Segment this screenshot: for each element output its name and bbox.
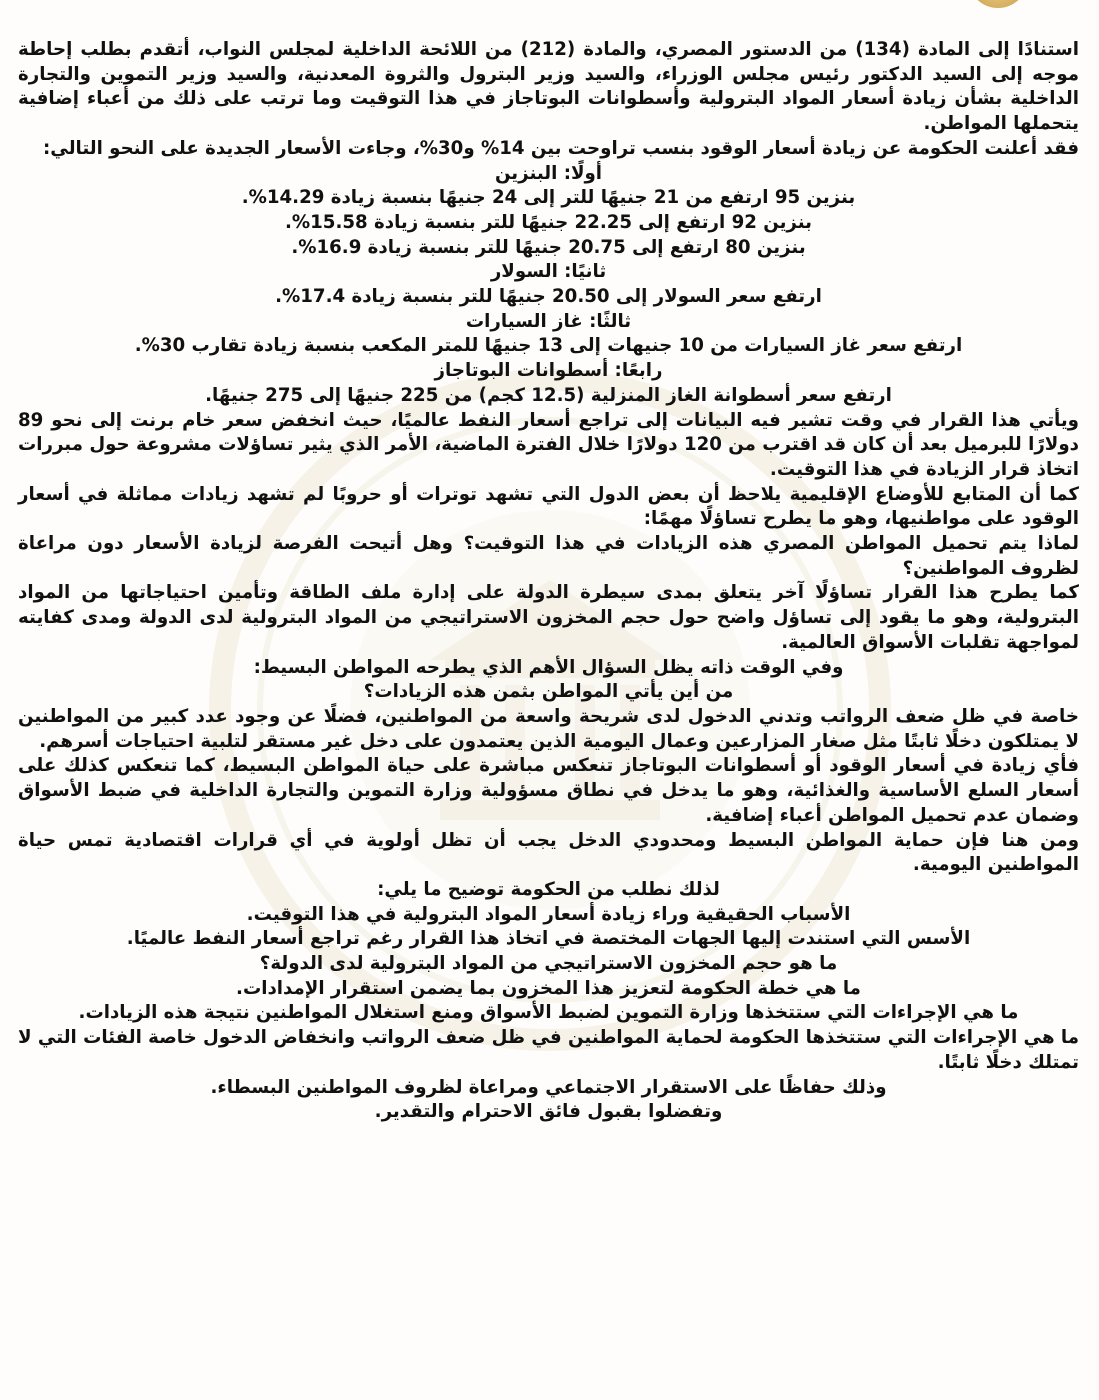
paragraph: أولًا: البنزين xyxy=(494,162,603,184)
paragraph: لذلك نطلب من الحكومة توضيح ما يلي: xyxy=(377,878,720,900)
document-body xyxy=(18,38,1079,1125)
paragraph: ارتفع سعر السولار إلى 20.50 جنيهًا للتر بنسبة زيادة 17.4%. xyxy=(275,286,822,308)
paragraph: بنزين 80 ارتفع إلى 20.75 جنيهًا للتر بنسبة زيادة 16.9%. xyxy=(291,236,806,258)
paragraph: خاصة في ظل ضعف الرواتب وتدني الدخول لدى شريحة واسعة من المواطنين، فضلًا عن وجود عدد كبير من المواطنين لا يمتلكون دخلًا ثابتًا مثل صغار المزارعين وعمال اليومية الذين يعتمدون على دخل غير مستقر لتلبية احتياجات أسرهم. xyxy=(18,705,1079,752)
paragraph: وفي الوقت ذاته يظل السؤال الأهم الذي يطرحه المواطن البسيط: xyxy=(253,656,844,678)
paragraph: ما هي الإجراءات التي ستتخذها وزارة التموين لضبط الأسواق ومنع استغلال المواطنين نتيجة هذه الزيادات. xyxy=(78,1002,1019,1024)
paragraph: بنزين 95 ارتفع من 21 جنيهًا للتر إلى 24 جنيهًا بنسبة زيادة 14.29%. xyxy=(241,187,856,209)
logo-emblem xyxy=(968,0,1028,8)
paragraph: من أين يأتي المواطن بثمن هذه الزيادات؟ xyxy=(363,681,734,703)
paragraph: ما هو حجم المخزون الاستراتيجي من المواد البترولية لدى الدولة؟ xyxy=(259,953,838,975)
paragraph: ومن هنا فإن حماية المواطن البسيط ومحدودي الدخل يجب أن تظل أولوية في أي قرارات اقتصادية تمس حياة المواطنين اليومية. xyxy=(18,829,1079,876)
paragraph: بنزين 92 ارتفع إلى 22.25 جنيهًا للتر بنسبة زيادة 15.58%. xyxy=(285,211,812,233)
paragraph: وذلك حفاظًا على الاستقرار الاجتماعي ومراعاة لظروف المواطنين البسطاء. xyxy=(210,1076,887,1098)
paragraph: ويأتي هذا القرار في وقت تشير فيه البيانات إلى تراجع أسعار النفط عالميًا، حيث انخفض سعر خام برنت إلى نحو 89 دولارًا للبرميل بعد أن كان قد اقترب من 120 دولارًا خلال الفترة الماضية، الأمر الذي يثير تساؤلات مشروعة حول مبررات اتخاذ قرار الزيادة في هذا التوقيت. xyxy=(18,409,1079,480)
paragraph: فأي زيادة في أسعار الوقود أو أسطوانات البوتاجاز تنعكس مباشرة على حياة المواطن البسيط، كما تنعكس كذلك على أسعار السلع الأساسية والغذائية، وهو ما يدخل في نطاق مسؤولية وزارة التموين والتجارة الداخلية في ضبط الأسواق وضمان عدم تحميل المواطن أعباء إضافية. xyxy=(18,755,1079,826)
paragraph: الأسس التي استندت إليها الجهات المختصة في اتخاذ هذا القرار رغم تراجع أسعار النفط عالميًا. xyxy=(126,928,971,950)
paragraph: فقد أعلنت الحكومة عن زيادة أسعار الوقود بنسب تراوحت بين 14% و30%، وجاءت الأسعار الجديدة على النحو التالي: xyxy=(43,137,1079,159)
paragraph: ما هي خطة الحكومة لتعزيز هذا المخزون بما يضمن استقرار الإمدادات. xyxy=(236,977,861,999)
paragraph: ارتفع سعر أسطوانة الغاز المنزلية (12.5 كجم) من 225 جنيهًا إلى 275 جنيهًا. xyxy=(205,384,892,406)
paragraph: استنادًا إلى المادة (134) من الدستور المصري، والمادة (212) من اللائحة الداخلية لمجلس النواب، أتقدم بطلب إحاطة موجه إلى السيد الدكتور رئيس مجلس الوزراء، والسيد وزير البترول والثروة المعدنية، والسيد وزير التموين والتجارة الداخلية بشأن زيادة أسعار المواد البترولية وأسطوانات البوتاجاز في هذا التوقيت وما ترتب على ذلك من أعباء إضافية يتحملها المواطن. xyxy=(18,39,1079,135)
paragraph: كما يطرح هذا القرار تساؤلًا آخر يتعلق بمدى سيطرة الدولة على إدارة ملف الطاقة وتأمين احتياجاتها من المواد البترولية، وهو ما يقود إلى تساؤل واضح حول حجم المخزون الاستراتيجي من المواد البترولية لدى الدولة ومدى كفايته لمواجهة تقلبات الأسواق العالمية. xyxy=(18,582,1079,653)
paragraph: لماذا يتم تحميل المواطن المصري هذه الزيادات في هذا التوقيت؟ وهل أتيحت الفرصة لزيادة الأسعار دون مراعاة لظروف المواطنين؟ xyxy=(18,533,1079,579)
paragraph: ثانيًا: السولار xyxy=(490,261,607,283)
paragraph: رابعًا: أسطوانات البوتاجاز xyxy=(434,360,663,382)
paragraph: ارتفع سعر غاز السيارات من 10 جنيهات إلى 13 جنيهًا للمتر المكعب بنسبة زيادة تقارب 30%. xyxy=(134,335,963,357)
paragraph: ما هي الإجراءات التي ستتخذها الحكومة لحماية المواطنين في ظل ضعف الرواتب وانخفاض الدخول خاصة الفئات التي لا تمتلك دخلًا ثابتًا. xyxy=(18,1027,1079,1073)
paragraph: الأسباب الحقيقية وراء زيادة أسعار المواد البترولية في هذا التوقيت. xyxy=(246,903,851,925)
paragraph: وتفضلوا بقبول فائق الاحترام والتقدير. xyxy=(374,1101,723,1123)
paragraph: ثالثًا: غاز السيارات xyxy=(465,310,632,332)
paragraph: كما أن المتابع للأوضاع الإقليمية يلاحظ أن بعض الدول التي تشهد توترات أو حروبًا لم تشهد زيادات مماثلة في أسعار الوقود على مواطنيها، وهو ما يطرح تساؤلًا مهمًا: xyxy=(18,483,1079,530)
